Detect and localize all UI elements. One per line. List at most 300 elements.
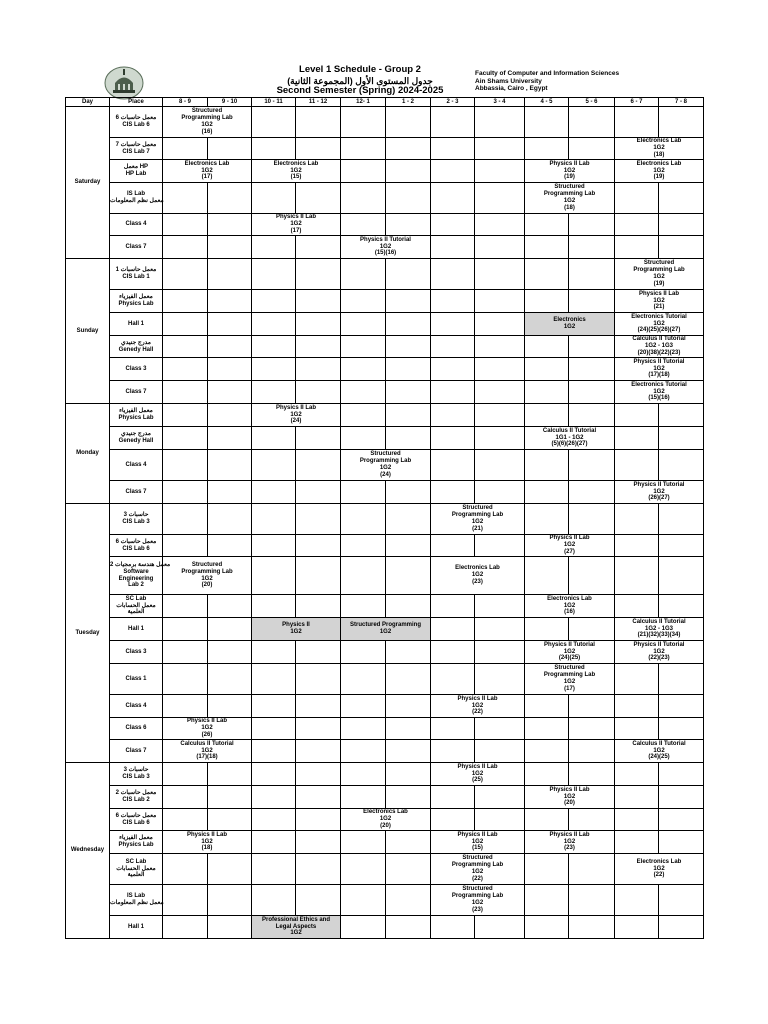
session-line: Physics II Lab [186, 831, 228, 838]
session-line: Programming Lab [633, 267, 685, 274]
place-line: Hall 1 [127, 625, 144, 632]
session-line: Programming Lab [451, 512, 504, 519]
empty-cell [475, 183, 525, 214]
empty-cell [569, 107, 615, 138]
empty-cell [208, 290, 252, 313]
session-line: 1G2 [653, 648, 665, 655]
column-header: 3 - 4 [475, 98, 525, 107]
empty-cell [431, 290, 475, 313]
session-line: Electronics Tutorial [631, 381, 687, 388]
empty-cell [341, 358, 386, 381]
session-line: Physics II Lab [549, 831, 590, 838]
place-line: Class 1 [125, 675, 147, 682]
session-cell [431, 695, 525, 718]
place-line: CIS Lab 1 [122, 274, 150, 280]
empty-cell [163, 854, 208, 885]
empty-cell [386, 313, 431, 336]
place-line: CIS Lab 2 [122, 797, 150, 803]
empty-cell [341, 786, 386, 809]
empty-cell [431, 535, 475, 557]
session-line: (5)(6)(26)(27) [551, 441, 588, 448]
session-line: 1G2 [563, 167, 576, 174]
session-cell [525, 313, 615, 336]
place-label [110, 138, 163, 160]
empty-cell [615, 183, 659, 214]
place-line: Engineering [118, 575, 154, 582]
session-cell [341, 809, 431, 831]
table-row [66, 107, 704, 138]
empty-cell [341, 107, 386, 138]
empty-cell [659, 450, 704, 481]
session-line: (15)(16) [374, 250, 397, 257]
place-line: Hall 1 [127, 923, 144, 930]
place-line: Class 7 [125, 243, 147, 250]
session-line: 1G2 [653, 297, 665, 304]
session-cell [252, 916, 341, 939]
place-line: Software [123, 568, 149, 575]
session-cell [252, 160, 341, 183]
place-line: معمل الحسابات [116, 602, 156, 609]
empty-cell [208, 809, 252, 831]
empty-cell [296, 107, 341, 138]
empty-cell [525, 450, 569, 481]
university-dome-logo-icon [104, 66, 144, 100]
session-line: Physics II Lab [549, 786, 590, 793]
session-line: (23) [564, 845, 575, 852]
empty-cell [386, 786, 431, 809]
empty-cell [525, 718, 569, 740]
session-line: (19) [653, 280, 665, 287]
empty-cell [386, 336, 431, 358]
place-label [110, 618, 163, 641]
empty-cell [431, 259, 475, 290]
empty-cell [431, 450, 475, 481]
place-line: مدرج جنيدي [121, 339, 151, 346]
session-line: (20)(38)(22)(23) [637, 349, 681, 356]
empty-cell [525, 358, 569, 381]
place-label [110, 535, 163, 557]
session-cell [431, 831, 525, 854]
place-label [110, 214, 163, 236]
empty-cell [615, 786, 659, 809]
session-line: Structured [554, 665, 585, 672]
session-line: Electronics Lab [636, 160, 682, 167]
session-line: 1G2 [653, 388, 665, 395]
empty-cell [296, 763, 341, 786]
empty-cell [431, 381, 475, 404]
place-label [110, 107, 163, 138]
place-label [110, 786, 163, 809]
session-cell [525, 664, 615, 695]
session-cell [525, 641, 615, 664]
session-line: Programming Lab [181, 568, 233, 575]
empty-cell [163, 214, 208, 236]
empty-cell [615, 404, 659, 427]
empty-cell [475, 259, 525, 290]
empty-cell [431, 740, 475, 763]
empty-cell [208, 138, 252, 160]
empty-cell [341, 740, 386, 763]
empty-cell [341, 854, 386, 885]
empty-cell [431, 236, 475, 259]
empty-cell [431, 664, 475, 695]
empty-cell [208, 381, 252, 404]
empty-cell [659, 214, 704, 236]
place-line: معمل حاسبات 6 [115, 812, 157, 819]
empty-cell [431, 160, 475, 183]
empty-cell [475, 450, 525, 481]
session-line: 1G2 [201, 575, 213, 582]
empty-cell [296, 313, 341, 336]
session-line: 1G2 [290, 930, 302, 937]
schedule-title-arabic: جدول المستوى الأول (المجموعة الثانية) [287, 75, 433, 86]
session-line: 1G2 [290, 167, 302, 174]
empty-cell [525, 236, 569, 259]
empty-cell [386, 381, 431, 404]
empty-cell [475, 336, 525, 358]
empty-cell [431, 313, 475, 336]
session-cell [252, 618, 341, 641]
empty-cell [431, 595, 475, 618]
semester-title: Second Semester (Spring) 2024-2025 [276, 85, 444, 96]
empty-cell [569, 481, 615, 504]
empty-cell [163, 450, 208, 481]
session-cell [525, 160, 615, 183]
place-line: CIS Lab 6 [122, 819, 150, 826]
empty-cell [341, 313, 386, 336]
session-line: 1G2 [201, 167, 213, 174]
place-line: مدرج جنيدي [121, 431, 151, 438]
session-line: Electronics Lab [547, 595, 592, 602]
session-line: Physics II Tutorial [633, 641, 685, 648]
place-line: Class 3 [125, 365, 147, 372]
empty-cell [386, 718, 431, 740]
table-row [66, 138, 704, 160]
empty-cell [615, 214, 659, 236]
empty-cell [659, 504, 704, 535]
empty-cell [341, 183, 386, 214]
place-label [110, 595, 163, 618]
empty-cell [569, 236, 615, 259]
empty-cell [252, 259, 296, 290]
empty-cell [386, 404, 431, 427]
column-header: Day [66, 98, 110, 107]
session-line: (26)(27) [648, 495, 670, 502]
empty-cell [525, 107, 569, 138]
empty-cell [386, 259, 431, 290]
session-line: 1G2 [379, 465, 392, 471]
empty-cell [296, 259, 341, 290]
empty-cell [163, 664, 208, 695]
empty-cell [208, 236, 252, 259]
empty-cell [386, 831, 431, 854]
column-header: 5 - 6 [569, 98, 615, 107]
table-row [66, 763, 704, 786]
session-line: Structured [191, 108, 223, 115]
place-line: Physics Lab [118, 415, 154, 421]
table-row [66, 916, 704, 939]
place-line: معمل حاسبات 6 [115, 538, 157, 545]
empty-cell [569, 740, 615, 763]
empty-cell [296, 854, 341, 885]
empty-cell [296, 381, 341, 404]
empty-cell [659, 809, 704, 831]
empty-cell [252, 718, 296, 740]
session-line: Physics II Lab [638, 290, 680, 297]
session-line: 1G2 [653, 865, 665, 872]
empty-cell [475, 664, 525, 695]
place-label [110, 381, 163, 404]
session-line: (19) [653, 174, 665, 181]
empty-cell [296, 740, 341, 763]
empty-cell [386, 183, 431, 214]
place-line: العلمية [127, 872, 145, 879]
session-line: 1G2 [471, 572, 484, 579]
empty-cell [208, 504, 252, 535]
session-line: Physics II Lab [549, 535, 590, 542]
session-line: Electronics Lab [184, 160, 230, 167]
table-row [66, 885, 704, 916]
empty-cell [431, 404, 475, 427]
empty-cell [615, 831, 659, 854]
session-cell [615, 313, 704, 336]
place-line: معمل نظم المعلومات [110, 198, 164, 204]
session-line: 1G2 [290, 629, 302, 635]
place-line: معمل هندسة برمجيات 2 [110, 561, 171, 568]
empty-cell [475, 214, 525, 236]
empty-cell [475, 786, 525, 809]
session-line: Structured [462, 855, 493, 862]
empty-cell [252, 107, 296, 138]
empty-cell [615, 664, 659, 695]
column-header: 6 - 7 [615, 98, 659, 107]
empty-cell [208, 313, 252, 336]
empty-cell [659, 236, 704, 259]
empty-cell [525, 740, 569, 763]
empty-cell [296, 183, 341, 214]
day-label: Sunday [66, 259, 110, 404]
empty-cell [208, 427, 252, 450]
empty-cell [386, 160, 431, 183]
empty-cell [569, 381, 615, 404]
empty-cell [615, 695, 659, 718]
empty-cell [252, 504, 296, 535]
empty-cell [341, 641, 386, 664]
session-cell [341, 450, 431, 481]
session-cell [615, 259, 704, 290]
session-cell [615, 290, 704, 313]
session-cell [252, 214, 341, 236]
session-cell [525, 786, 615, 809]
empty-cell [341, 160, 386, 183]
session-cell [431, 854, 525, 885]
place-line: CIS Lab 6 [122, 122, 150, 128]
empty-cell [252, 557, 296, 595]
empty-cell [296, 450, 341, 481]
session-line: Structured Programming [349, 622, 421, 629]
empty-cell [208, 450, 252, 481]
place-label [110, 763, 163, 786]
session-line: 1G2 [563, 542, 576, 549]
session-line: 1G2 [290, 221, 302, 228]
place-label [110, 259, 163, 290]
session-cell [525, 595, 615, 618]
empty-cell [163, 916, 208, 939]
column-header: 10 - 11 [252, 98, 296, 107]
empty-cell [163, 381, 208, 404]
empty-cell [341, 138, 386, 160]
place-label [110, 740, 163, 763]
empty-cell [659, 183, 704, 214]
session-line: (25) [472, 777, 483, 784]
empty-cell [475, 916, 525, 939]
session-line: (23) [472, 578, 483, 585]
empty-cell [475, 404, 525, 427]
empty-cell [569, 450, 615, 481]
session-line: (22) [472, 875, 483, 882]
empty-cell [252, 450, 296, 481]
table-row [66, 718, 704, 740]
place-line: معمل حاسبات 2 [115, 790, 157, 797]
empty-cell [252, 381, 296, 404]
empty-cell [659, 557, 704, 595]
place-line: Class 7 [125, 747, 147, 754]
empty-cell [525, 404, 569, 427]
empty-cell [525, 695, 569, 718]
empty-cell [208, 336, 252, 358]
session-line: 1G2 [471, 869, 484, 875]
empty-cell [659, 916, 704, 939]
empty-cell [163, 809, 208, 831]
session-line: Electronics Lab [455, 565, 500, 572]
place-line: حاسبات 3 [123, 767, 149, 774]
schedule-title-block [230, 65, 490, 97]
session-line: 1G2 [563, 198, 576, 204]
empty-cell [659, 664, 704, 695]
session-line: Calculus II Tutorial [542, 427, 597, 434]
session-line: 1G2 [471, 702, 484, 709]
empty-cell [208, 358, 252, 381]
empty-cell [569, 358, 615, 381]
session-line: 1G2 [379, 629, 392, 635]
session-line: (24) [380, 471, 391, 478]
empty-cell [163, 336, 208, 358]
table-row [66, 404, 704, 427]
empty-cell [341, 664, 386, 695]
empty-cell [475, 481, 525, 504]
empty-cell [341, 763, 386, 786]
session-cell [341, 618, 431, 641]
table-row [66, 160, 704, 183]
session-line: (22) [653, 872, 665, 879]
session-line: 1G2 [563, 838, 576, 845]
empty-cell [386, 535, 431, 557]
session-line: 1G2 [471, 900, 484, 906]
empty-cell [296, 595, 341, 618]
empty-cell [296, 336, 341, 358]
session-cell [615, 138, 704, 160]
empty-cell [296, 695, 341, 718]
session-cell [525, 427, 615, 450]
empty-cell [163, 138, 208, 160]
empty-cell [659, 595, 704, 618]
empty-cell [341, 535, 386, 557]
empty-cell [431, 481, 475, 504]
empty-cell [296, 786, 341, 809]
empty-cell [475, 381, 525, 404]
empty-cell [163, 183, 208, 214]
empty-cell [341, 214, 386, 236]
empty-cell [386, 427, 431, 450]
empty-cell [252, 854, 296, 885]
column-header: 9 - 10 [208, 98, 252, 107]
place-line: CIS Lab 6 [122, 545, 150, 552]
empty-cell [386, 740, 431, 763]
empty-cell [208, 641, 252, 664]
empty-cell [525, 259, 569, 290]
table-row [66, 695, 704, 718]
empty-cell [208, 404, 252, 427]
empty-cell [659, 535, 704, 557]
session-line: 1G2 [201, 122, 213, 128]
session-line: (17) [290, 227, 302, 234]
session-line: (22)(23) [648, 655, 670, 662]
empty-cell [569, 214, 615, 236]
column-header: 12- 1 [341, 98, 386, 107]
session-line: (18) [564, 204, 575, 211]
session-line: Programming Lab [451, 893, 504, 900]
session-line: (15) [290, 174, 302, 181]
empty-cell [475, 236, 525, 259]
empty-cell [341, 885, 386, 916]
table-row [66, 290, 704, 313]
empty-cell [296, 481, 341, 504]
session-line: (21) [472, 525, 483, 532]
empty-cell [341, 481, 386, 504]
empty-cell [208, 259, 252, 290]
empty-cell [569, 557, 615, 595]
session-line: Electronics Lab [363, 809, 408, 816]
empty-cell [163, 427, 208, 450]
header-row [66, 98, 704, 107]
session-line: Physics II [282, 622, 310, 629]
place-line: SC Lab [125, 858, 147, 865]
empty-cell [252, 885, 296, 916]
empty-cell [615, 595, 659, 618]
empty-cell [525, 381, 569, 404]
column-header: 8 - 9 [163, 98, 208, 107]
empty-cell [163, 885, 208, 916]
table-row [66, 427, 704, 450]
empty-cell [386, 854, 431, 885]
empty-cell [341, 718, 386, 740]
session-line: 1G1 - 1G2 [555, 434, 584, 441]
table-row [66, 358, 704, 381]
place-line: Physics Lab [118, 301, 154, 307]
session-line: Physics II Lab [457, 831, 498, 838]
empty-cell [615, 236, 659, 259]
column-header: Place [110, 98, 163, 107]
table-row [66, 381, 704, 404]
empty-cell [208, 695, 252, 718]
empty-cell [615, 916, 659, 939]
empty-cell [252, 336, 296, 358]
day-label: Tuesday [66, 504, 110, 763]
place-label [110, 481, 163, 504]
empty-cell [208, 535, 252, 557]
faculty-line: Ain Shams University [475, 77, 542, 85]
table-row [66, 214, 704, 236]
